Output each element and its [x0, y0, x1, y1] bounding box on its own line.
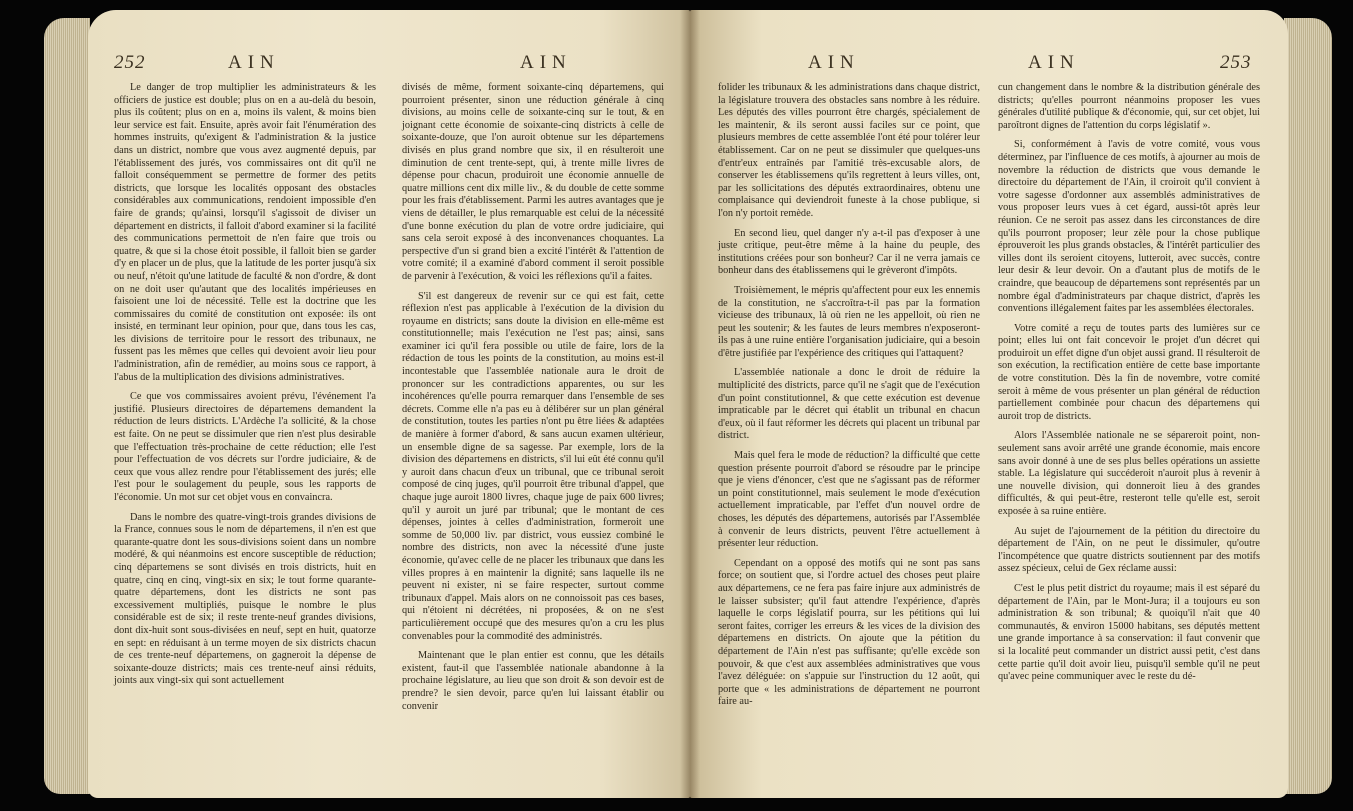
paragraph: Cependant on a opposé des motifs qui ne sont pas sans force; on soutient que, si l'ordre actuel des choses peut plaire aux départemens, ce ne fera pas faire injure aux administrés de le laisser subsister; qu'il faut attendre l'expérience, d'après laquelle le corps législatif pourra, sur les pétitions qui lui seront faites, corriger les erreurs & les vices de la division des départemens en districts. On ajoute que la pétition du département de l'Ain n'est pas suffisante; qu'elle excède son pouvoir, & que c'est aux assemblées administratives que vous l'avez déléguée: on s'appuie sur l'instruction du 12 août, qui porte que « les administrations de département ne pourront faire au- [718, 557, 980, 708]
paragraph: divisés de même, forment soixante-cinq départemens, qui pourroient présenter, sinon une réduction générale à cinq divisions, au moins celle de soixante-cinq sur le tout, & en joignant cette économie de soixante-cinq districts à celle de soixante-douze, que l'on auroit obtenue sur les départemens divisés en plus grand nombre que six, il en résulteroit une diminution de cent trente-sept, qui, à trente mille livres de dépense pour chacun, produiroit une économie annuelle de quatre millions cent dix mille liv., & du double de cette somme pour les frais d'établissement. Parmi les autres avantages que je viens de détailler, le plus remarquable est celui de la nécessité d'une bonne exécution du plan de votre ordre judiciaire, qui sans cela seroit exposé à des inconvenances choquantes. La perspective d'un si grand bien a excité l'intérêt & l'attention de votre comité; il a examiné d'abord comment il seroit possible de parvenir à l'exécution, & voici les réflexions qu'il a faites. [402, 82, 664, 282]
open-book [44, 10, 1332, 798]
page-number: 253 [1220, 52, 1252, 73]
paragraph: C'est le plus petit district du royaume; mais il est séparé du département de l'Ain, par le Mont-Jura; il a toujours eu son administration & son tribunal; & quoiqu'il n'ait que 40 communautés, & environ 15000 habitans, ses députés mettent une grande importance à sa conservation: il faut convenir que si la localité peut commander un district aussi petit, c'est dans cette partie qu'il doit avoir lieu, puisqu'il semble qu'il ne peut qu'avec peine communiquer avec le reste du dé- [998, 582, 1260, 683]
paragraph: Ce que vos commissaires avoient prévu, l'événement l'a justifié. Plusieurs directoires de départemens demandent la réduction de leurs districts. L'Ardèche l'a sollicité, & la chose est faite. On ne peut se dissimuler que rien n'est plus desirable que l'effectuation très-prochaine de cette réduction; elle l'est pour l'effectuation de vos décrets sur l'ordre judiciaire, & de ceux que vous allez rendre pour l'établissement des jurés; elle l'est pour le soulagement du peuple, sous les rapports de l'économie. Un mot sur cet objet vous en convaincra. [114, 391, 376, 503]
paragraph: En second lieu, quel danger n'y a-t-il pas d'exposer à une juste critique, peut-être même à la haine du peuple, des institutions créées pour son bonheur? Car il ne verra jamais ce bonheur dans des établissemens qui le grèveront d'impôts. [718, 227, 980, 277]
left-page [88, 10, 690, 798]
left-page-edges [44, 18, 90, 794]
paragraph: folider les tribunaux & les administrations dans chaque district, la législature trouvera des obstacles sans nombre à les réduire. Les députés des villes pourront être chargés, spécialement de les maintenir, & ils seront aussi faciles sur ce point, que plusieurs membres de cette assemblée l'ont été pour tolérer leur établissement. Car on ne peut se dissimuler que quelques-uns d'entr'eux entraînés par l'amitié très-excusable alors, de conserver les établissemens qu'ils regrettent à leurs villes, ont, par les sollicitations des députés extraordinaires, obtenu une complaisance qui deviendroit funeste à la chose publique, si l'on n'y portoit remède. [718, 82, 980, 219]
paragraph: Troisièmement, le mépris qu'affectent pour eux les ennemis de la constitution, ne s'accroîtra-t-il pas par la formation vicieuse des tribunaux, là où rien ne les appelloit, où rien ne peut les soutenir; & les fautes de leurs membres n'exposeront-ils pas à une ruine entière l'organisation judiciaire, qui a besoin d'être justifiée par l'expérience des critiques qui l'attaquent? [718, 284, 980, 359]
paragraph: Dans le nombre des quatre-vingt-trois grandes divisions de la France, connues sous le nom de départemens, il n'en est que quarante-quatre dont les sous-divisions soient dans un nombre modéré, & qui néanmoins est encore susceptible de réduction; cinq départemens se sont divisés en trois districts, huit en quatre, cinq en cinq, vingt-six en six; le tout forme quarante-quatre départemens, dont les districts ne sont pas excessivement multipliés, puisque le nombre le plus considérable est de six; il reste trente-neuf grandes divisions, dont dix-huit sont sous-divisées en neuf, sept en huit, quatorze en sept: en réduisant à un terme moyen de six districts chacun de ces trente-neuf départemens, on gagneroit la dépense de soixante-douze districts; mais ces trente-neuf ainsi réduits, joints aux vingt-six qui sont actuellement [114, 511, 376, 687]
running-title: AIN [228, 52, 280, 73]
paragraph: cun changement dans le nombre & la distribution générale des districts; qu'elles pourront néanmoins proposer les vues générales d'utilité publique & d'économie, qui, sur cet objet, lui paroîtront dignes de l'attention du corps législatif ». [998, 82, 1260, 131]
right-page-edges [1284, 18, 1332, 794]
right-page [690, 10, 1288, 798]
paragraph: Mais quel fera le mode de réduction? la difficulté que cette question présente pourroit d'abord se résoudre par le principe que je viens d'énoncer, c'est que ne s'agissant pas de réformer un point constitutionnel, mais seulement le mode d'exécution actuellement impraticable, par l'effet d'un nouvel ordre de choses, les députés des départemens, autorisés par l'Assemblée à convenir de leurs districts, peuvent l'être actuellement à présenter leur réduction. [718, 450, 980, 550]
paragraph: Votre comité a reçu de toutes parts des lumières sur ce point; elles lui ont fait concevoir le projet d'un décret qui produiroit un effet digne d'un objet aussi grand. Il résulteroit de son exécution, la rectification entière de cette base importante de votre constitution. Dès la fin de novembre, votre comité seroit à même de vous présenter un plan général de réduction partiellement combinée pour chacun des départemens qui auroit trop de districts. [998, 322, 1260, 422]
left-column-1 [114, 82, 376, 695]
paragraph: Alors l'Assemblée nationale ne se sépareroit point, non-seulement sans avoir arrêté une grande économie, mais encore sans avoir donné à une de ses plus belles opérations un assiette stable. La législature qui succéderoit n'auroit plus à revenir à une nouvelle division, qui donneroit lieu à des grandes difficultés, & qui peut-être, resteront telle qu'elle est, seroit exposée à sa ruine entière. [998, 430, 1260, 517]
left-column-2 [402, 82, 664, 720]
running-title: AIN [520, 52, 572, 73]
running-title: AIN [808, 52, 860, 73]
right-column-2 [998, 82, 1260, 691]
page-number: 252 [114, 52, 146, 73]
right-running-header [690, 52, 1288, 82]
running-title: AIN [1028, 52, 1080, 73]
paragraph: Maintenant que le plan entier est connu, que les détails existent, faut-il que l'assemblée nationale abandonne à la prochaine législature, au lieu que son droit & son devoir est de prendre? le sien devoir, parce qu'en lui laissant établir ou convenir [402, 650, 664, 712]
paragraph: L'assemblée nationale a donc le droit de réduire la multiplicité des districts, parce qu'il ne s'agit que de l'exécution d'un point constitutionnel, & que cette exécution est devenue impraticable par le décret qui établit un tribunal en chacun d'eux, où il faut réformer les décrets qui placent un tribunal par district. [718, 367, 980, 442]
right-column-1 [718, 82, 980, 716]
book-gutter [680, 10, 700, 798]
paragraph: Le danger de trop multiplier les administrateurs & les officiers de justice est double; plus on en a au-delà du besoin, plus ils coûtent; plus on en a, moins ils valent, & moins bien leur service est fait. Ensuite, après avoir fait l'énumération des hommes instruits, qu'exigent & l'administration & la justice dans un district, nombre que vous avez augmenté depuis, par l'établissement des jurés, vos commissaires ont dit qu'il ne falloit conséquemment se permettre de former des petits districts, que lorsque les localités opposant des obstacles considérables aux communications, rendoient impossible d'en faire de grands; qu'ainsi, lorsqu'il s'agissoit de diviser un département en districts, il falloit d'abord examiner si la facilité des communications permettoit de n'en faire que trois ou quatre, & que si la chose étoit possible, il falloit bien se garder d'y en placer un de plus, que la latitude de les porter jusqu'à six ou neuf, n'étoit qu'une latitude de faculté & non d'ordre, & dont on ne doit user qu'autant que des localités impérieuses en faisoient une loi de nécessité. Telle est la doctrine que les commissaires du comité de constitution ont exposée: ils ont insisté, en terminant leur opinion, pour que, dans tous les cas, les divisions de territoire pour le ressort des tribunaux, ne fussent pas les mêmes que celles qui devoient avoir lieu pour l'administration, afin de remédier, au moins sous ce rapport, à l'abus de la multiplication des divisions administratives. [114, 82, 376, 383]
left-running-header [88, 52, 690, 82]
paragraph: Si, conformément à l'avis de votre comité, vous vous déterminez, par l'influence de ces motifs, à ajourner au mois de novembre la réduction de districts que vous demande le directoire du département de l'Ain, il croiroit qu'il convient à votre sagesse d'ordonner aux assemblés administratives de vous proposer leurs vues à cet égard, aussi-tôt après leur réunion. Ce ne seroit pas assez dans les circonstances de dire qu'ils pourront proposer; leur zèle pour la chose publique éprouveroit les plus grands obstacles, & l'intérêt particulier des villes dont ils seroient citoyens, lutteroit, avec succès, contre leur desir & leur devoir. On a d'autant plus de motifs de le craindre, que beaucoup de départemens sont représentés par un nombre égal d'administrateurs par chaque district, d'après les conventions illégalement faites par les assemblées électorales. [998, 139, 1260, 315]
paragraph: S'il est dangereux de revenir sur ce qui est fait, cette réflexion n'est pas applicable à l'exécution de la division du royaume en districts; sans doute la division en elle-même est constitutionnelle; mais l'exécution ne l'est pas; ainsi, sans examiner ici qu'il fera possible ou utile de faire, lors de la rédaction de tous les points de la constitution, au moins est-il incontestable que l'assemblée nationale aura le droit de prononcer sur les contradictions apparentes, ou sur les incohérences qu'elle pourra remarquer dans l'ensemble de ses décrets. Comme elle n'a pas eu à délibérer sur un plan général de constitution, toutes les parties n'ont pu être liées & adaptées de manière à former d'abord, & sans aucun examen ultérieur, un ensemble digne de sa sagesse. Par exemple, lors de la division des départemens en districts, s'il lui eût été connu qu'il y auroit dans chacun d'eux un tribunal, que ce tribunal seroit composé de cinq juges, qu'il pourroit être tribunal d'appel, que chaque juge auroit 1800 livres, chaque juge de paix 600 livres; qu'il y auroit un juré par tribunal; que le montant de ces dépenses, jointes à celles d'administration, formeroit une somme de 50,000 liv. par district, vous eussiez combiné le nombre des districts, non avec la nécessité d'une juste économie, qu'avec celle de ne placer les tribunaux que dans les villes propres à en maintenir la dignité; sans laquelle ils ne peuvent ni exister, ni se faire respecter, surtout comme tribunaux d'appel. Mais alors on ne connoissoit pas ces bases, qui n'étoient ni décrétées, ni proposées, & on ne s'est particulièrement occupé que des mesures qu'on a cru les plus convenables pour la commodité des administrés. [402, 290, 664, 642]
paragraph: Au sujet de l'ajournement de la pétition du directoire du département de l'Ain, on ne peut le dissimuler, qu'outre l'incompétence que quatre districts soutiennent par des motifs assez spécieux, celui de Gex réclame aussi: [998, 525, 1260, 575]
